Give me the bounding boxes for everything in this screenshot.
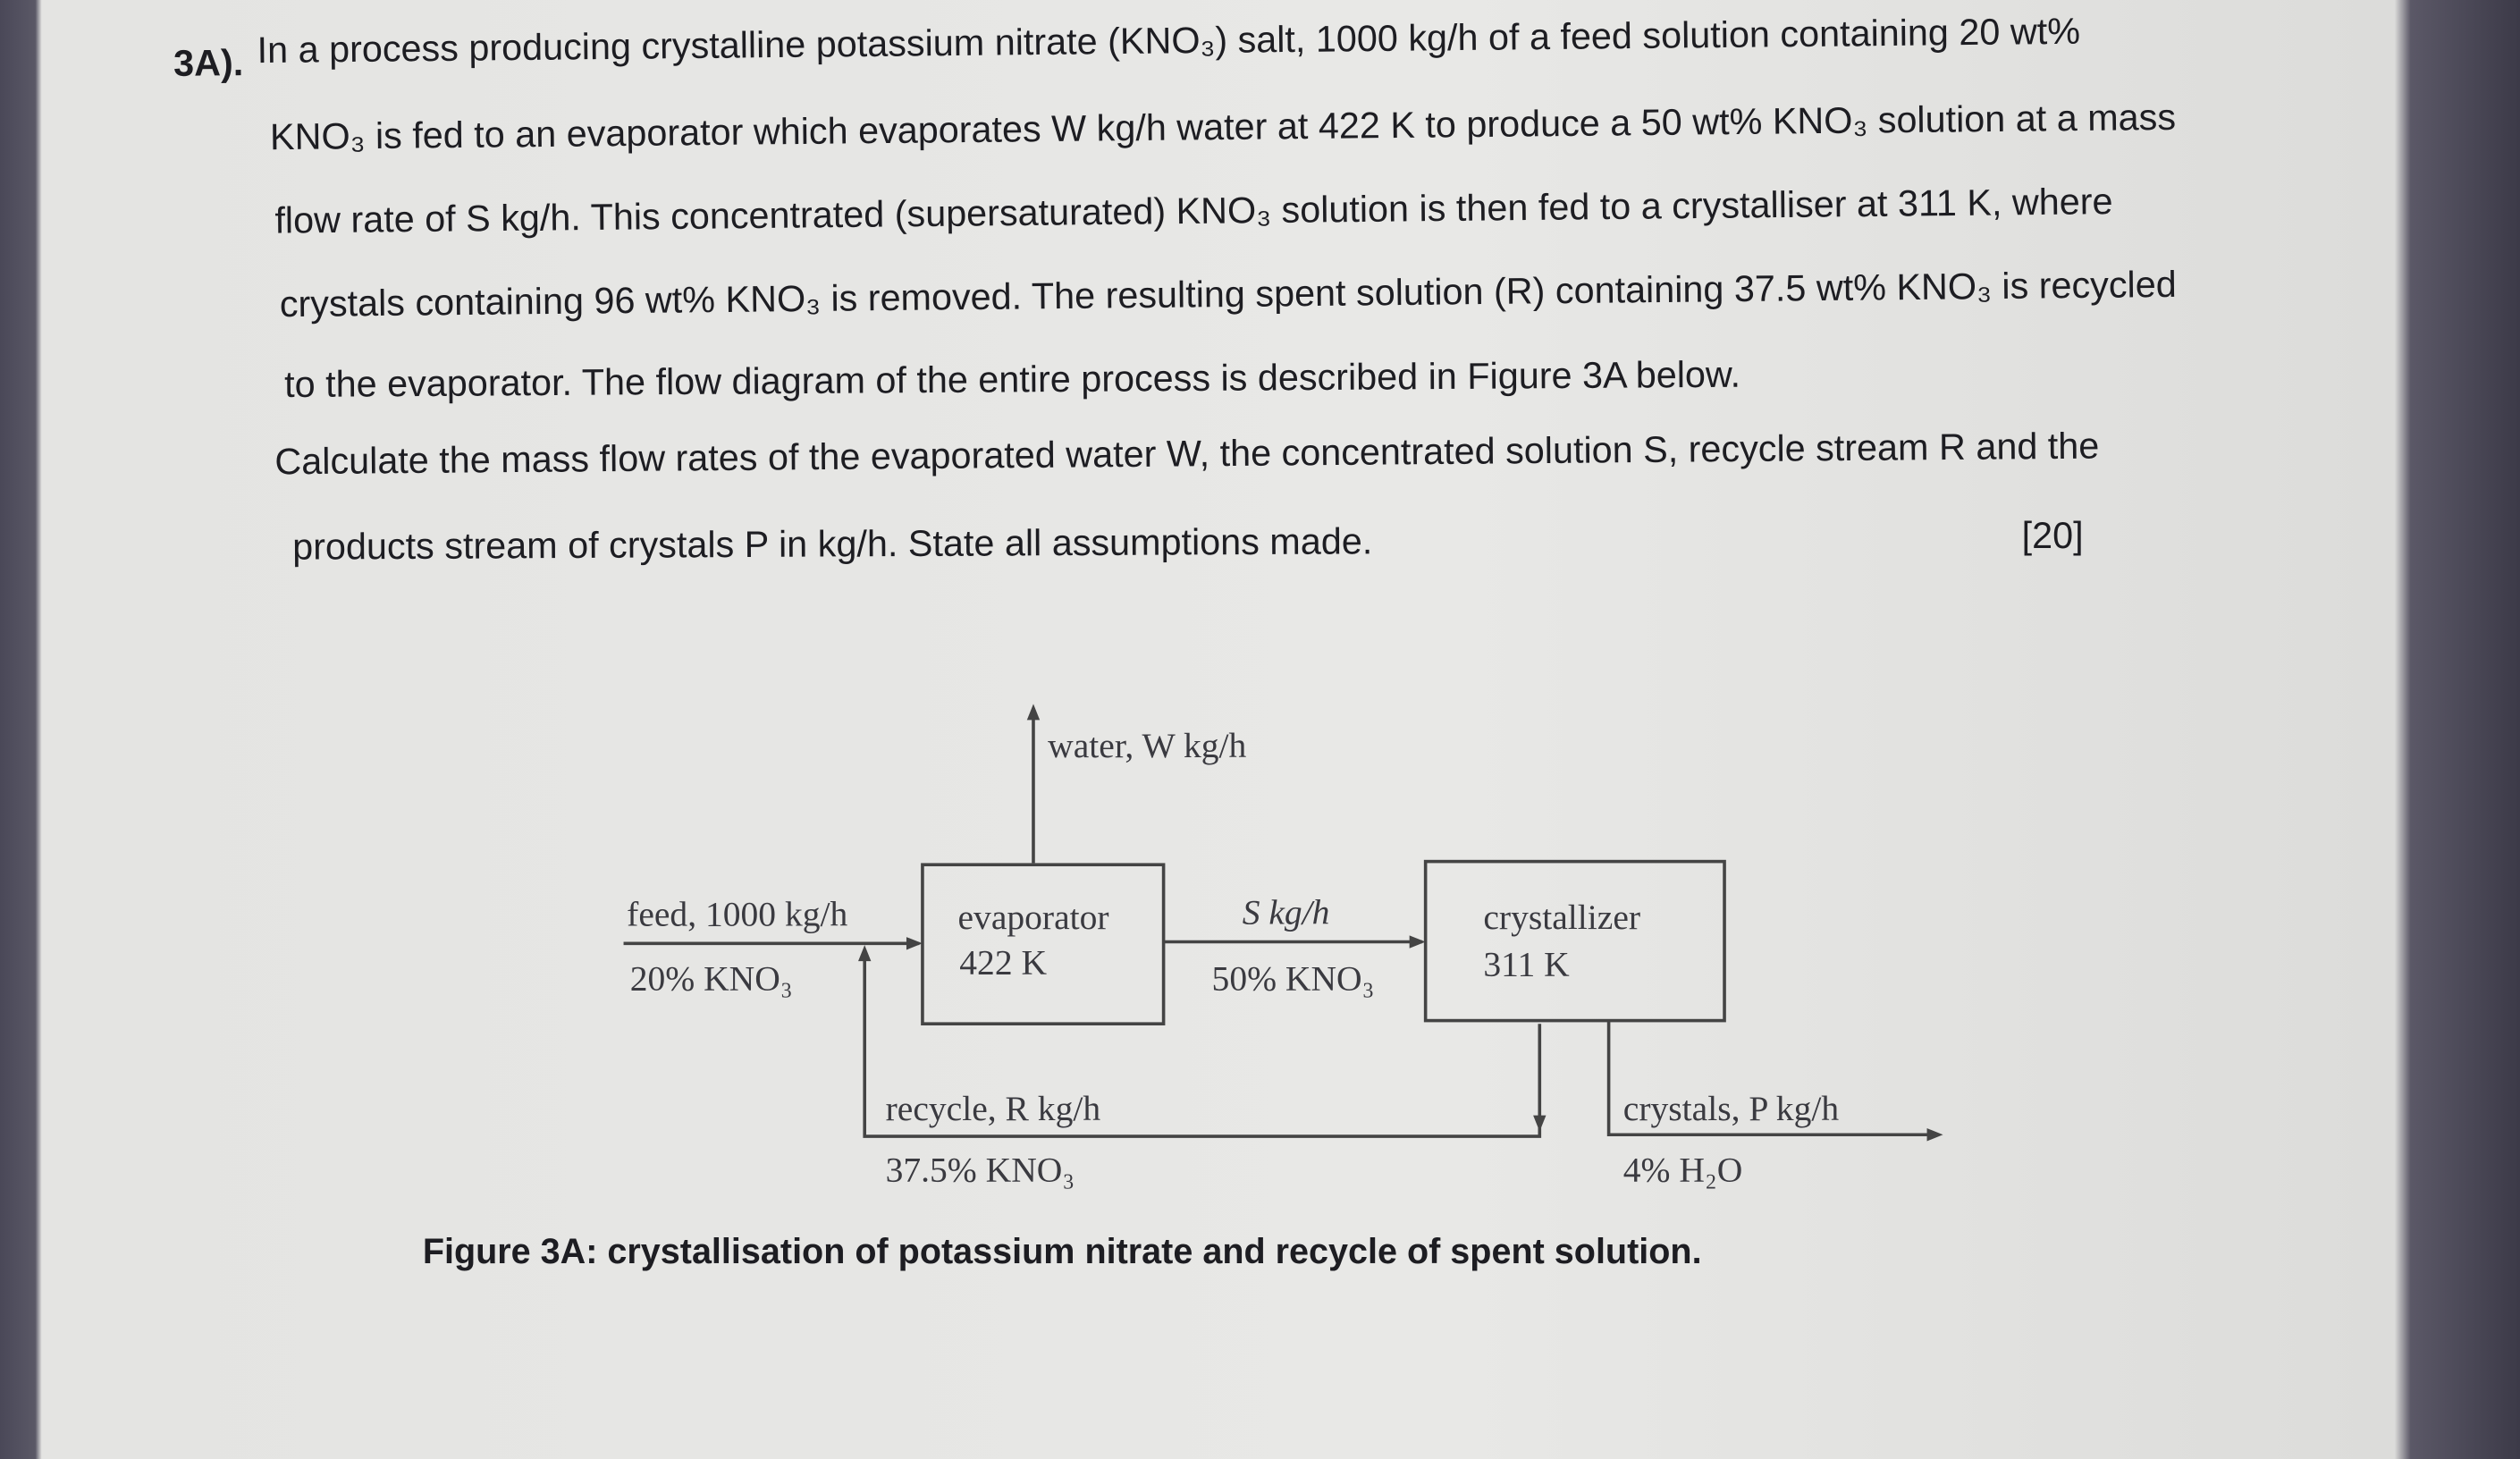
question-line-3: flow rate of S kg/h. This concentrated (supersaturated) KNO₃ solution is then fed to a crystalliser at 311 K, where [274, 180, 2113, 241]
arrow-right-icon [906, 937, 923, 949]
question-line-7: products stream of crystals P in kg/h. State all assumptions made. [292, 519, 1373, 568]
s-rate-label: S kg/h [1242, 891, 1330, 932]
arrow-up-icon [858, 945, 871, 961]
crystals-composition-label: 4% H₂O [1622, 1149, 1743, 1190]
arrow-down-icon [1533, 1116, 1546, 1132]
s-composition-label: 50% KNO₃ [1211, 957, 1375, 999]
question-line-4: crystals containing 96 wt% KNO₃ is removed. The resulting spent solution (R) containing 37.5 wt% KNO₃ is recycled [279, 263, 2177, 325]
question-number: 3A). [173, 41, 244, 84]
question-line-1: In a process producing crystalline potassium nitrate (KNO₃) salt, 1000 kg/h of a feed solution containing 20 wt% [257, 10, 2081, 72]
arrow-right-icon [1927, 1128, 1943, 1141]
crystallizer-label: crystallizer [1483, 897, 1641, 938]
question-line-6: Calculate the mass flow rates of the evaporated water W, the concentrated solution S, recycle stream R and the [274, 424, 2100, 483]
recycle-composition-label: 37.5% KNO₃ [885, 1149, 1075, 1190]
marks: [20] [2021, 514, 2084, 557]
arrow-up-icon [1027, 704, 1040, 720]
feed-rate-label: feed, 1000 kg/h [627, 893, 848, 934]
evaporator-label: evaporator [957, 897, 1109, 938]
question-line-2: KNO₃ is fed to an evaporator which evaporates W kg/h water at 422 K to produce a 50 wt% KNO₃ solution at a mass [269, 96, 2177, 158]
evaporator-temp-label: 422 K [959, 941, 1048, 983]
question-line-5: to the evaporator. The flow diagram of the entire process is described in Figure 3A below. [284, 352, 1741, 406]
crystallizer-temp-label: 311 K [1483, 943, 1570, 984]
crystals-rate-label: crystals, P kg/h [1622, 1088, 1840, 1129]
feed-composition-label: 20% KNO₃ [629, 957, 793, 999]
crystallizer-box [1426, 862, 1724, 1021]
water-label: water, W kg/h [1048, 724, 1247, 765]
arrow-right-icon [1410, 935, 1426, 948]
recycle-rate-label: recycle, R kg/h [885, 1088, 1101, 1129]
figure-caption: Figure 3A: crystallisation of potassium nitrate and recycle of spent solution. [422, 1231, 1702, 1272]
